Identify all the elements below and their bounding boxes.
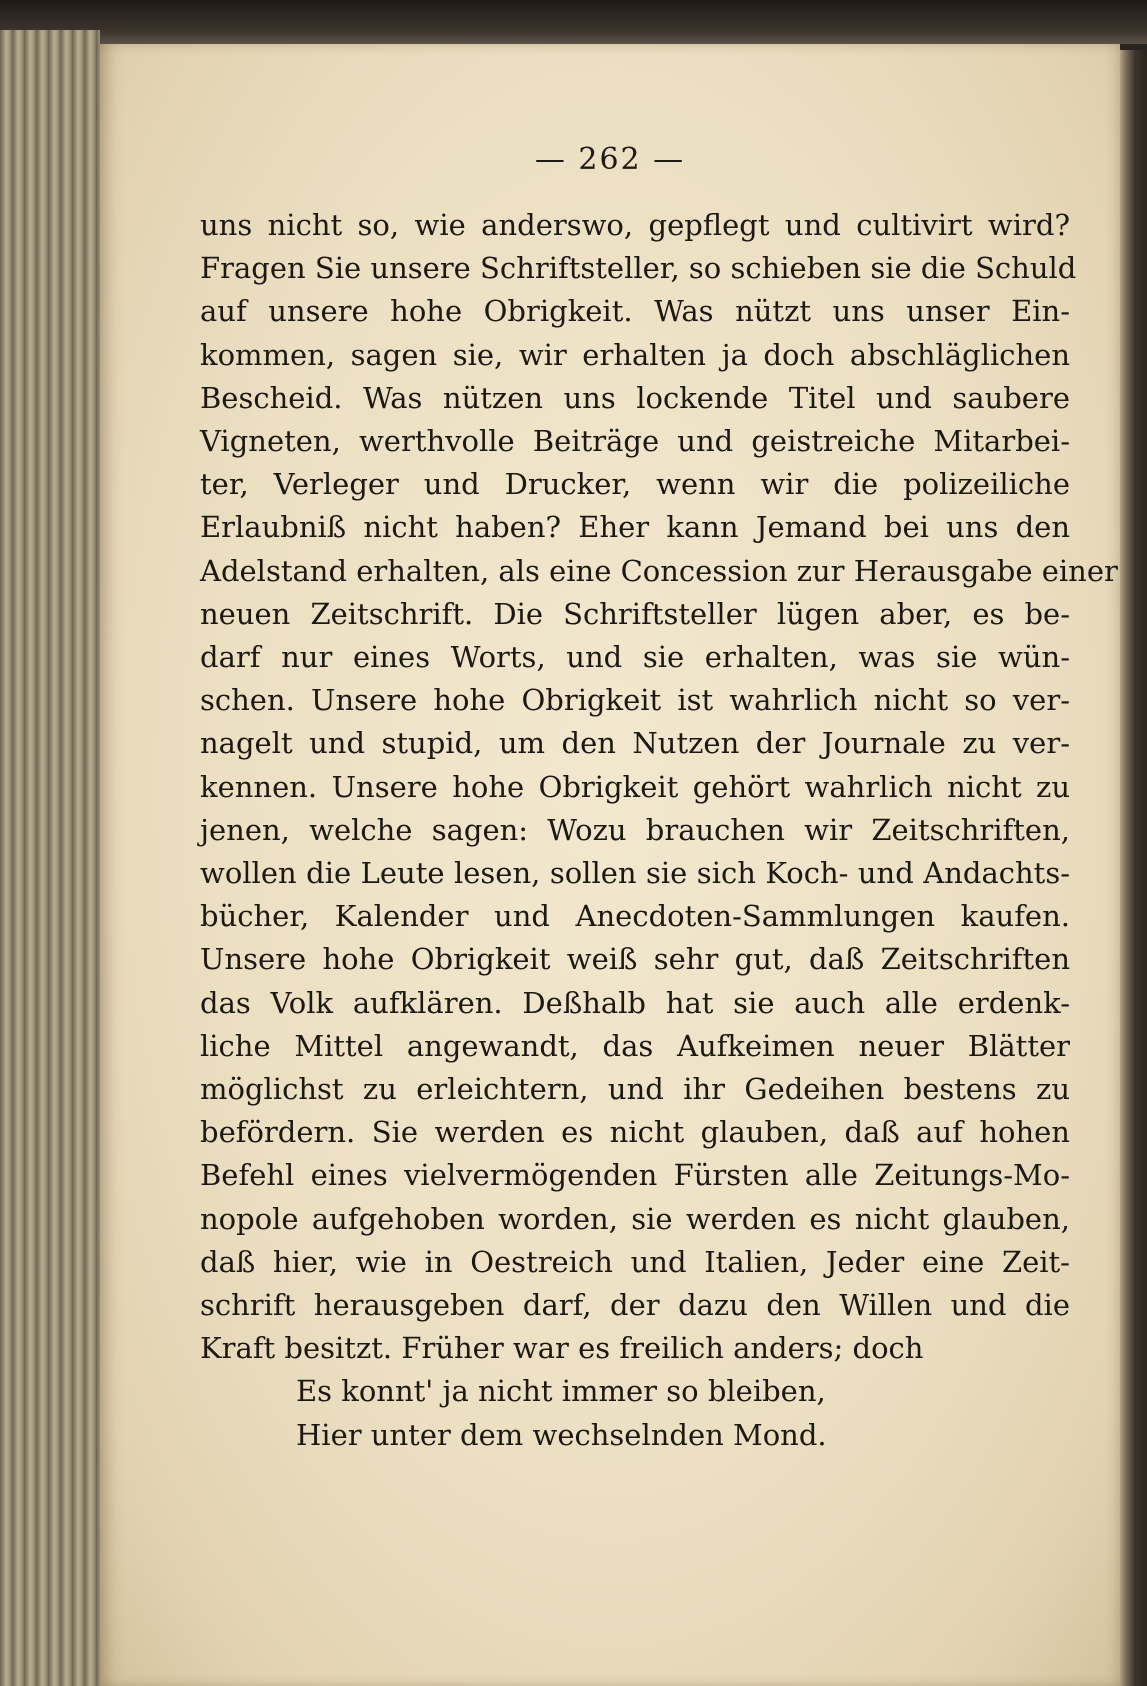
verse-line: Hier unter dem wechselnden Mond. [296,1417,827,1452]
text-line: schen. Unsere hohe Obrigkeit ist wahrlich nicht so ver- [200,683,1070,718]
text-line: nopole aufgehoben worden, sie werden es nicht glauben, [200,1201,1070,1236]
book-top-edge [0,0,1147,44]
text-line: möglichst zu erleichtern, und ihr Gedeihen bestens zu [200,1072,1070,1107]
text-line: das Volk aufklären. Deßhalb hat sie auch alle erdenk- [200,985,1070,1020]
text-line: nagelt und stupid, um den Nutzen der Journale zu ver- [200,726,1070,761]
text-line: schrift herausgeben darf, der dazu den Willen und die [200,1288,1070,1323]
page-number: — 262 — [534,142,686,177]
text-line: liche Mittel angewandt, das Aufkeimen neuer Blätter [200,1028,1070,1063]
text-line: Fragen Sie unsere Schriftsteller, so schieben sie die Schuld [200,251,1077,286]
verse-line: Es konnt' ja nicht immer so bleiben, [296,1374,826,1409]
book-right-edge [1117,50,1147,1686]
text-line: Befehl eines vielvermögenden Fürsten alle Zeitungs-Mo- [200,1158,1070,1193]
verse-quote [200,1370,1070,1456]
text-line: darf nur eines Worts, und sie erhalten, was sie wün- [200,640,1070,675]
text-line: uns nicht so, wie anderswo, gepflegt und cultivirt wird? [200,208,1070,242]
text-line: Unsere hohe Obrigkeit weiß sehr gut, daß Zeitschriften [200,942,1070,977]
text-line: kennen. Unsere hohe Obrigkeit gehört wahrlich nicht zu [200,769,1070,804]
text-line: Kraft besitzt. Früher war es freilich anders; doch [200,1331,924,1366]
text-line: kommen, sagen sie, wir erhalten ja doch abschläglichen [200,337,1070,372]
book-page [100,44,1120,1686]
text-line: daß hier, wie in Oestreich und Italien, Jeder eine Zeit- [200,1244,1070,1279]
body-text [200,204,1118,1457]
text-line: neuen Zeitschrift. Die Schriftsteller lügen aber, es be- [200,596,1070,631]
text-line: wollen die Leute lesen, sollen sie sich Koch- und Andachts- [200,856,1070,891]
text-line: Vigneten, werthvolle Beiträge und geistreiche Mitarbei- [200,424,1070,459]
text-line: Adelstand erhalten, als eine Concession zur Herausgabe einer [200,553,1118,588]
text-line: Erlaubniß nicht haben? Eher kann Jemand bei uns den [200,510,1070,545]
text-line: Bescheid. Was nützen uns lockende Titel und saubere [200,380,1070,415]
text-line: auf unsere hohe Obrigkeit. Was nützt uns unser Ein- [200,294,1070,329]
text-line: ter, Verleger und Drucker, wenn wir die polizeiliche [200,467,1070,502]
text-line: jenen, welche sagen: Wozu brauchen wir Zeitschriften, [200,812,1070,847]
text-line: befördern. Sie werden es nicht glauben, daß auf hohen [200,1115,1070,1150]
page-stack-edge [0,30,100,1686]
text-line: bücher, Kalender und Anecdoten-Sammlungen kaufen. [200,899,1070,934]
